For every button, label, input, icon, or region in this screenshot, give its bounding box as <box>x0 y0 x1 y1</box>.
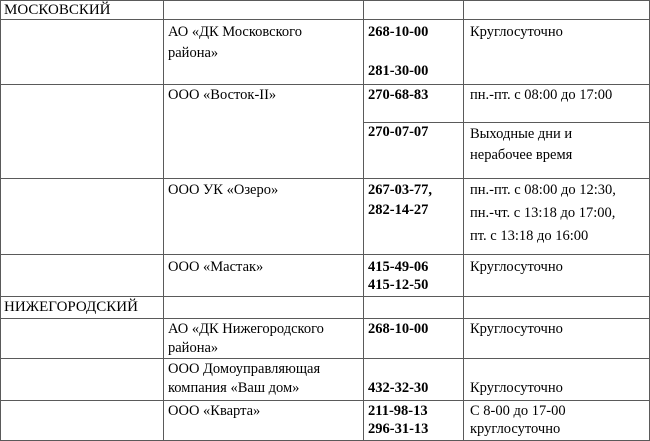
work-hours: нерабочее время <box>470 147 573 163</box>
work-hours: пн.-пт. с 08:00 до 12:30, <box>470 182 616 198</box>
phone-number: 270-07-07 <box>368 124 429 140</box>
org-name: ООО «Восток-II» <box>168 87 277 103</box>
phone-number: 268-10-00 <box>368 24 429 40</box>
work-hours: пт. с 13:18 до 16:00 <box>470 228 589 244</box>
org-name: ООО «Кварта» <box>168 403 261 419</box>
work-hours: пн.-пт. с 08:00 до 17:00 <box>470 87 613 103</box>
grid-line <box>0 254 650 255</box>
district-title: МОСКОВСКИЙ <box>4 2 111 18</box>
org-name: АО «ДК Нижегородского <box>168 321 324 337</box>
grid-line <box>0 178 650 179</box>
org-name: ООО Домоуправляющая <box>168 361 321 377</box>
work-hours: Круглосуточно <box>470 259 563 275</box>
phone-number: 296-31-13 <box>368 421 429 437</box>
phone-number: 270-68-83 <box>368 87 429 103</box>
org-name: ООО «Мастак» <box>168 259 264 275</box>
grid-line <box>0 0 1 441</box>
phone-number: 415-49-06 <box>368 259 429 275</box>
phone-number: 415-12-50 <box>368 277 429 293</box>
org-name: района» <box>168 45 219 61</box>
grid-line <box>163 0 164 441</box>
phone-number: 432-32-30 <box>368 380 429 396</box>
work-hours: Круглосуточно <box>470 24 563 40</box>
phone-number: 281-30-00 <box>368 63 429 79</box>
org-name: района» <box>168 340 219 356</box>
org-name: ООО УК «Озеро» <box>168 182 279 198</box>
org-name: АО «ДК Московского <box>168 24 303 40</box>
work-hours: Выходные дни и <box>470 126 573 142</box>
work-hours: С 8-00 до 17-00 <box>470 403 566 419</box>
phone-number: 282-14-27 <box>368 202 429 218</box>
work-hours: круглосуточно <box>470 421 561 437</box>
work-hours: пн.-чт. с 13:18 до 17:00, <box>470 205 616 221</box>
work-hours: Круглосуточно <box>470 321 563 337</box>
grid-line <box>463 0 464 441</box>
org-name: компания «Ваш дом» <box>168 380 300 396</box>
grid-line <box>363 0 364 441</box>
phone-number: 211-98-13 <box>368 403 428 419</box>
phone-number: 268-10-00 <box>368 321 429 337</box>
work-hours: Круглосуточно <box>470 380 563 396</box>
grid-line <box>0 358 650 359</box>
district-title: НИЖЕГОРОДСКИЙ <box>4 299 138 315</box>
phone-number: 267-03-77, <box>368 182 433 198</box>
